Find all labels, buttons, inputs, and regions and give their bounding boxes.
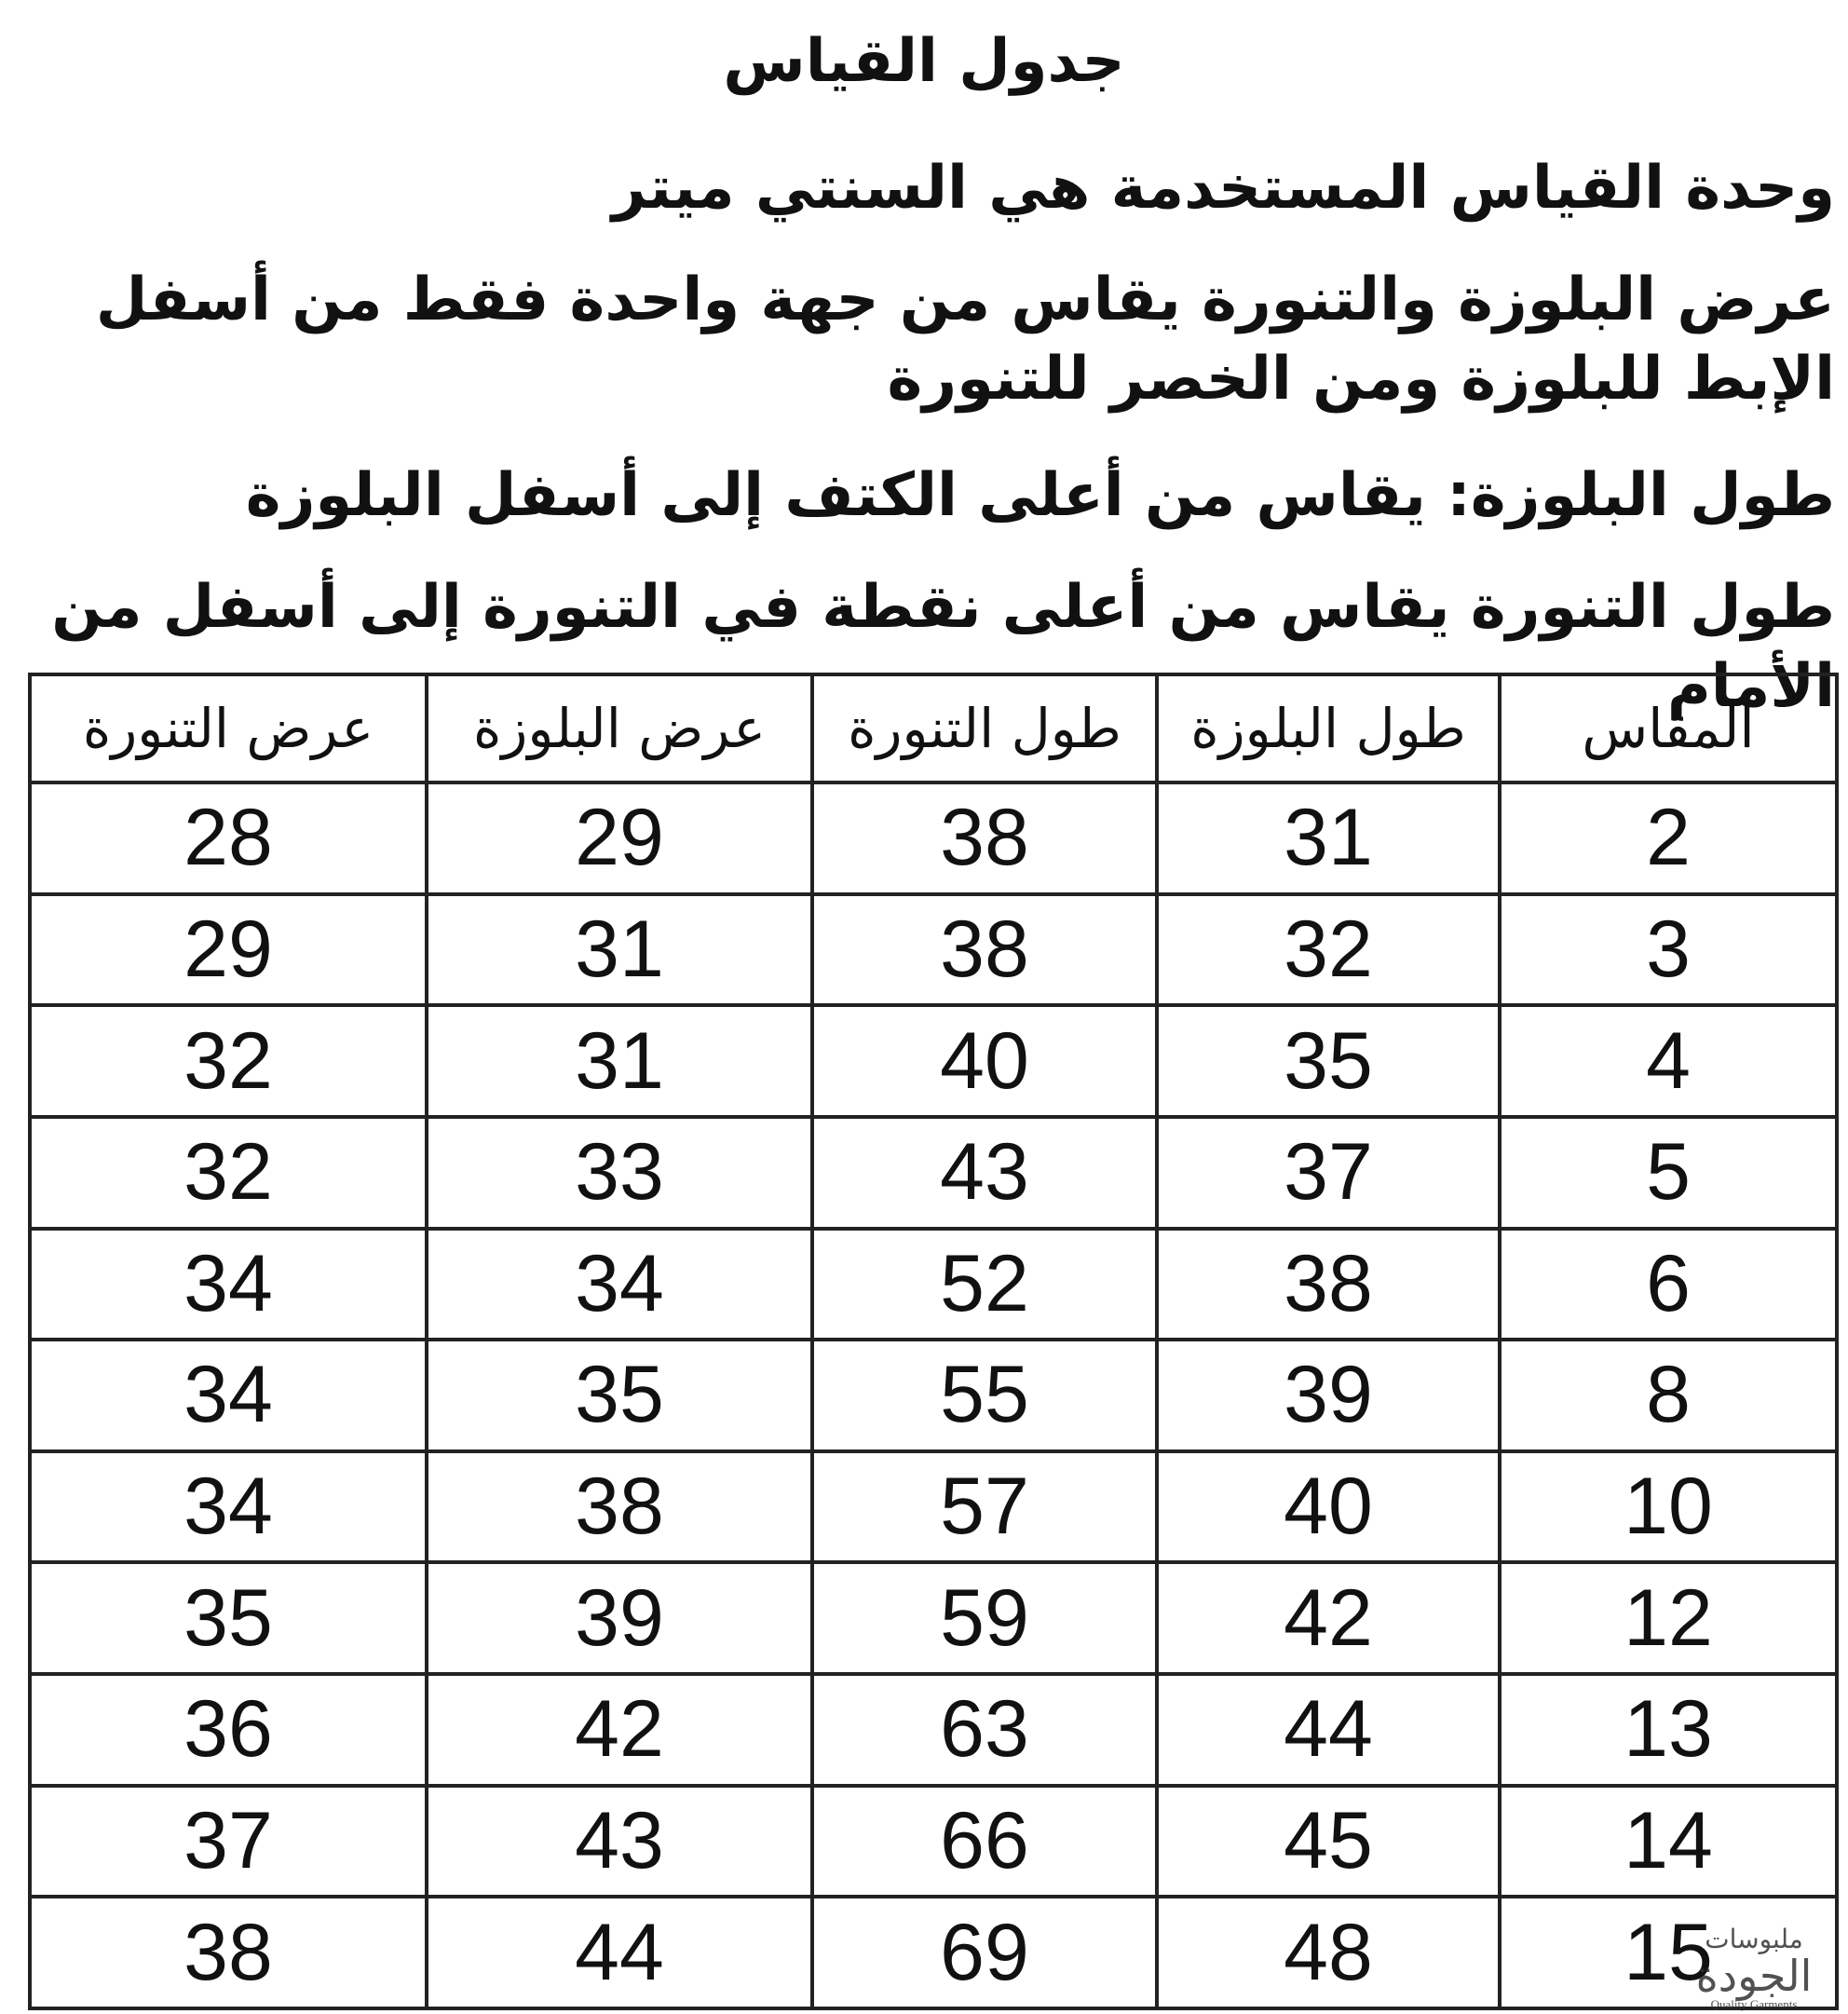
cell-skirt-width: 38	[30, 1897, 427, 2008]
table-row	[30, 894, 1837, 1006]
cell-skirt-length: 57	[812, 1451, 1157, 1563]
cell-skirt-length: 59	[812, 1562, 1157, 1674]
cell-skirt-length: 40	[812, 1005, 1157, 1117]
cell-blouse-width: 39	[427, 1562, 812, 1674]
cell-skirt-length: 55	[812, 1340, 1157, 1451]
cell-blouse-length: 32	[1157, 894, 1500, 1006]
cell-blouse-width: 34	[427, 1229, 812, 1340]
header-blouse-length: طول البلوزة	[1157, 674, 1500, 782]
cell-skirt-width: 35	[30, 1562, 427, 1674]
header-skirt-width: عرض التنورة	[30, 674, 427, 782]
cell-blouse-width: 44	[427, 1897, 812, 2008]
cell-size: 8	[1500, 1340, 1837, 1451]
cell-skirt-width: 32	[30, 1117, 427, 1229]
blouse-length-note: طول البلوزة: يقاس من أعلى الكتف إلى أسفل البلوزة	[245, 461, 1835, 530]
cell-blouse-length: 44	[1157, 1674, 1500, 1786]
cell-blouse-length: 35	[1157, 1005, 1500, 1117]
table-body	[30, 782, 1837, 2008]
table-row	[30, 1562, 1837, 1674]
cell-skirt-width: 34	[30, 1451, 427, 1563]
logo-line-2: الجودة	[1695, 1951, 1813, 2001]
table-row	[30, 1451, 1837, 1563]
cell-blouse-length: 37	[1157, 1117, 1500, 1229]
cell-skirt-length: 38	[812, 894, 1157, 1006]
cell-skirt-length: 69	[812, 1897, 1157, 2008]
header-blouse-width: عرض البلوزة	[427, 674, 812, 782]
unit-note: وحدة القياس المستخدمة هي السنتي ميتر	[611, 154, 1835, 223]
cell-size: 12	[1500, 1562, 1837, 1674]
cell-skirt-length: 66	[812, 1786, 1157, 1898]
table-row	[30, 1117, 1837, 1229]
table-header-row	[30, 674, 1837, 782]
cell-blouse-length: 45	[1157, 1786, 1500, 1898]
table-row	[30, 782, 1837, 894]
cell-size: 5	[1500, 1117, 1837, 1229]
cell-blouse-length: 38	[1157, 1229, 1500, 1340]
cell-blouse-width: 31	[427, 894, 812, 1006]
cell-size: 6	[1500, 1229, 1837, 1340]
cell-blouse-width: 42	[427, 1674, 812, 1786]
logo-line-1: ملبوسات	[1705, 1924, 1803, 1955]
cell-blouse-length: 31	[1157, 782, 1500, 894]
cell-blouse-width: 31	[427, 1005, 812, 1117]
table-row	[30, 1897, 1837, 2008]
cell-skirt-width: 36	[30, 1674, 427, 1786]
cell-skirt-width: 34	[30, 1229, 427, 1340]
cell-skirt-length: 63	[812, 1674, 1157, 1786]
header-skirt-length: طول التنورة	[812, 674, 1157, 782]
cell-blouse-width: 43	[427, 1786, 812, 1898]
cell-skirt-length: 52	[812, 1229, 1157, 1340]
cell-size: 2	[1500, 782, 1837, 894]
cell-blouse-length: 42	[1157, 1562, 1500, 1674]
skirt-length-note: طول التنورة يقاس من أعلى نقطة في التنورة إلى أسفل من الأمام	[51, 573, 1835, 722]
table-row	[30, 1005, 1837, 1117]
cell-skirt-width: 37	[30, 1786, 427, 1898]
table-row	[30, 1674, 1837, 1786]
page-title: جدول القياس	[723, 27, 1125, 96]
size-table	[28, 673, 1839, 2010]
brand-logo	[1684, 1926, 1824, 2012]
logo-line-3: Quality Garments	[1710, 1997, 1798, 2011]
table-row	[30, 1786, 1837, 1898]
cell-size: 14	[1500, 1786, 1837, 1898]
cell-skirt-width: 34	[30, 1340, 427, 1451]
cell-skirt-width: 32	[30, 1005, 427, 1117]
cell-blouse-width: 38	[427, 1451, 812, 1563]
cell-blouse-length: 48	[1157, 1897, 1500, 2008]
cell-skirt-length: 38	[812, 782, 1157, 894]
header-size: المقاس	[1500, 674, 1837, 782]
table-row	[30, 1229, 1837, 1340]
cell-blouse-width: 35	[427, 1340, 812, 1451]
cell-blouse-width: 29	[427, 782, 812, 894]
cell-size: 15	[1500, 1897, 1837, 2008]
cell-blouse-length: 39	[1157, 1340, 1500, 1451]
cell-skirt-width: 29	[30, 894, 427, 1006]
cell-size: 4	[1500, 1005, 1837, 1117]
cell-blouse-length: 40	[1157, 1451, 1500, 1563]
cell-size: 10	[1500, 1451, 1837, 1563]
width-note: عرض البلوزة والتنورة يقاس من جهة واحدة فقط من أسفل الإبط للبلوزة ومن الخصر للتنورة	[95, 265, 1835, 415]
cell-skirt-length: 43	[812, 1117, 1157, 1229]
cell-size: 13	[1500, 1674, 1837, 1786]
cell-size: 3	[1500, 894, 1837, 1006]
cell-blouse-width: 33	[427, 1117, 812, 1229]
table-row	[30, 1340, 1837, 1451]
cell-skirt-width: 28	[30, 782, 427, 894]
